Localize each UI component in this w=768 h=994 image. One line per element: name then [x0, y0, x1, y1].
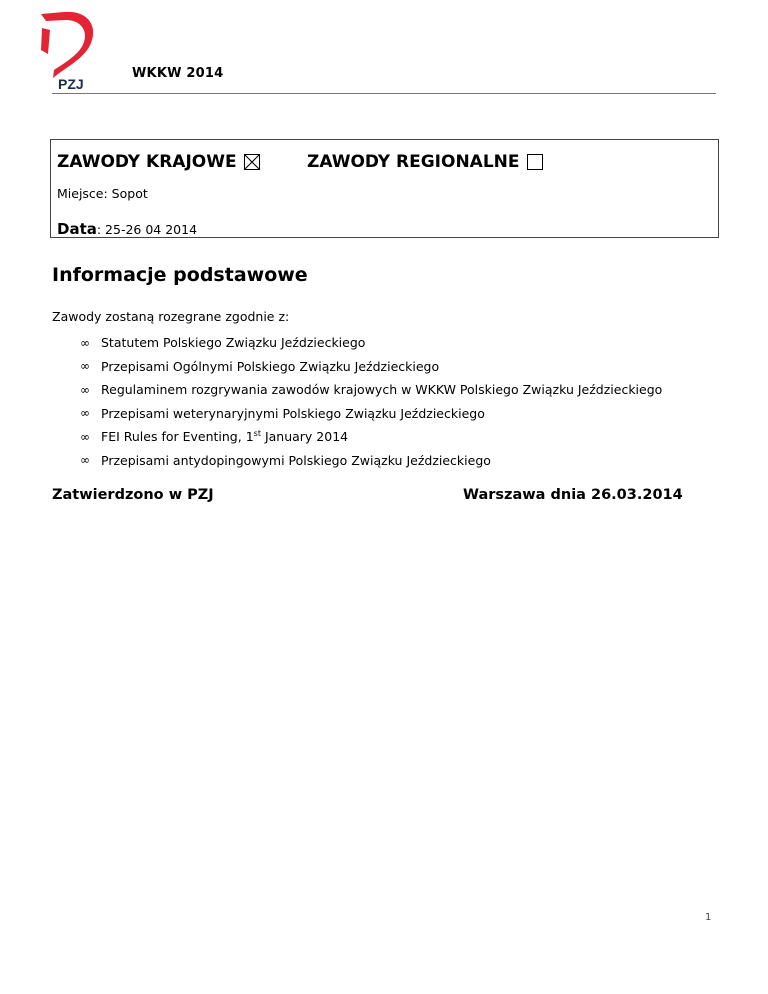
rules-list — [80, 331, 662, 472]
approved-text: Zatwierdzono w PZJ — [52, 487, 214, 503]
infinity-bullet-icon: ∞ — [80, 406, 90, 421]
regional-label: ZAWODY REGIONALNE — [307, 152, 520, 172]
infinity-bullet-icon: ∞ — [80, 335, 90, 350]
list-item-text: Przepisami weterynaryjnymi Polskiego Związku Jeździeckiego — [101, 405, 485, 421]
fei-rules-date: January 2014 — [260, 429, 349, 445]
place-text: Miejsce: Sopot — [57, 186, 148, 201]
list-item — [80, 449, 662, 473]
ordinal-suffix: st — [253, 429, 261, 439]
pzj-logo — [36, 8, 102, 92]
infinity-bullet-icon: ∞ — [80, 382, 90, 397]
regional-checkbox[interactable] — [527, 154, 543, 170]
list-item — [80, 402, 662, 426]
checked-x-icon — [245, 155, 259, 169]
list-item-text: Przepisami Ogólnymi Polskiego Związku Jeździeckiego — [101, 358, 440, 374]
list-item — [80, 378, 662, 402]
pzj-logo-mark — [36, 8, 102, 92]
list-item — [80, 355, 662, 379]
national-checkbox[interactable] — [244, 154, 260, 170]
intro-text: Zawody zostaną rozegrane zgodnie z: — [52, 309, 290, 324]
header-divider — [52, 93, 716, 94]
infinity-bullet-icon: ∞ — [80, 359, 90, 374]
logo-text: PZJ — [58, 76, 84, 92]
date-line — [57, 220, 197, 238]
regional-option — [307, 152, 543, 172]
infinity-bullet-icon: ∞ — [80, 453, 90, 468]
list-item-text — [101, 429, 348, 444]
list-item-text: Statutem Polskiego Związku Jeździeckiego — [101, 335, 366, 351]
national-label: ZAWODY KRAJOWE — [57, 152, 237, 172]
date-label: Data — [57, 220, 97, 238]
list-item-text: Regulaminem rozgrywania zawodów krajowych w WKKW Polskiego Związku Jeździeckiego — [101, 382, 663, 398]
list-item — [80, 331, 662, 355]
place-date-text: Warszawa dnia 26.03.2014 — [463, 487, 683, 503]
infinity-bullet-icon: ∞ — [80, 429, 90, 444]
header-title: WKKW 2014 — [132, 66, 224, 81]
list-item-text: Przepisami antydopingowymi Polskiego Związku Jeździeckiego — [101, 452, 491, 468]
list-item — [80, 425, 662, 449]
national-option — [57, 152, 260, 172]
competition-box — [50, 139, 719, 238]
fei-rules-text: FEI Rules for Eventing, 1 — [101, 429, 254, 445]
section-title: Informacje podstawowe — [52, 264, 308, 286]
page-number: 1 — [705, 912, 712, 923]
date-value: : 25-26 04 2014 — [96, 222, 198, 237]
